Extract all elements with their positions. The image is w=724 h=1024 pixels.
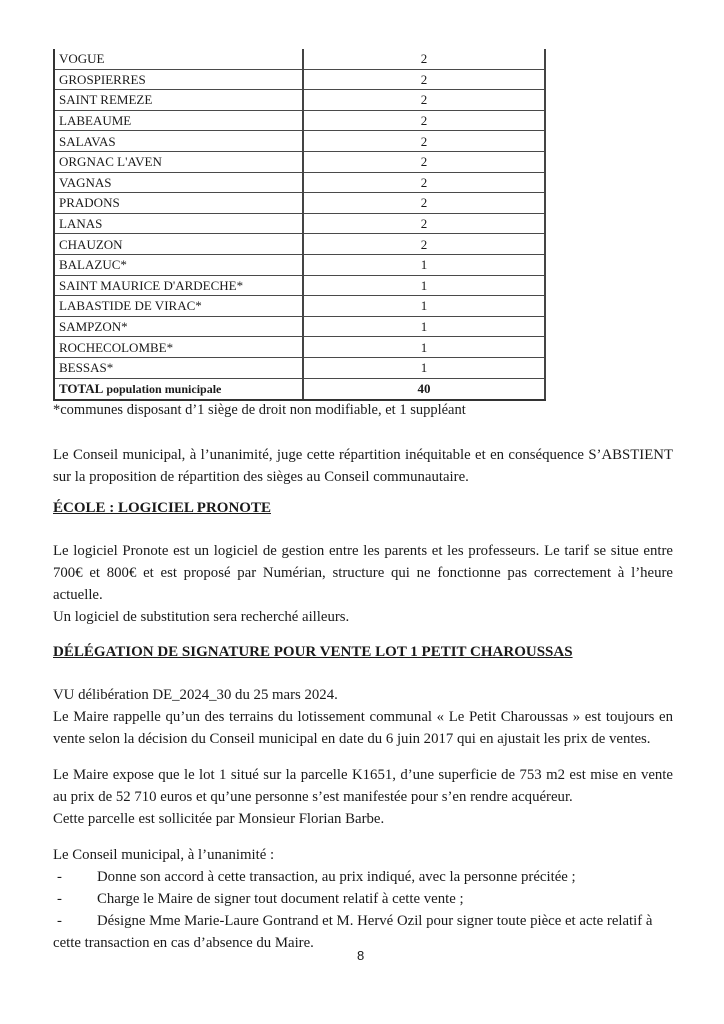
commune-name: VAGNAS	[54, 172, 303, 193]
total-value: 40	[303, 378, 545, 400]
delegation-paragraph-1	[53, 684, 673, 750]
seat-count: 2	[303, 213, 545, 234]
decision-bullet	[53, 888, 673, 910]
commune-name: SAINT MAURICE D'ARDECHE*	[54, 275, 303, 296]
seat-count: 1	[303, 296, 545, 317]
table-row	[54, 151, 545, 172]
seat-count: 2	[303, 193, 545, 214]
paragraph-line: sur la proposition de répartition des sièges au Conseil communautaire.	[53, 469, 469, 485]
commune-name: GROSPIERRES	[54, 69, 303, 90]
seat-count: 2	[303, 69, 545, 90]
commune-name: LANAS	[54, 213, 303, 234]
commune-name: VOGUE	[54, 49, 303, 69]
bullet-continuation: cette transaction en cas d’absence du Maire.	[53, 935, 314, 951]
paragraph-line: vente selon la décision du Conseil municipal en date du 6 juin 2017 qui en ajustait les prix de ventes.	[53, 731, 651, 747]
paragraph-line: 700€ et 800€ et est proposé par Numérian, structure qui ne fonctionne pas correctement à l’heure	[53, 565, 673, 581]
table-row	[54, 69, 545, 90]
table-total-row	[54, 378, 545, 400]
total-label-rest: population municipale	[103, 381, 222, 396]
seat-count: 1	[303, 337, 545, 358]
paragraph-line: Le logiciel Pronote est un logiciel de gestion entre les parents et les professeurs. Le tarif se situe entre	[53, 543, 673, 559]
paragraph-line: Un logiciel de substitution sera recherché ailleurs.	[53, 609, 350, 625]
page-number: 8	[357, 948, 365, 963]
seat-count: 1	[303, 254, 545, 275]
decision-bullet	[53, 866, 673, 888]
bullet-dash: -	[57, 891, 62, 907]
commune-name: PRADONS	[54, 193, 303, 214]
commune-name: LABASTIDE DE VIRAC*	[54, 296, 303, 317]
commune-name: CHAUZON	[54, 234, 303, 255]
table-footnote: *communes disposant d’1 siège de droit non modifiable, et 1 suppléant	[53, 402, 466, 418]
seat-count: 2	[303, 90, 545, 111]
seat-distribution-table	[53, 49, 546, 401]
commune-name: BALAZUC*	[54, 254, 303, 275]
seat-count: 2	[303, 49, 545, 69]
seat-count: 2	[303, 151, 545, 172]
total-label-strong: TOTAL	[59, 380, 104, 396]
seat-count: 2	[303, 131, 545, 152]
table-row	[54, 110, 545, 131]
bullet-text: Donne son accord à cette transaction, au prix indiqué, avec la personne précitée ;	[97, 869, 576, 885]
table-row	[54, 131, 545, 152]
table-row	[54, 316, 545, 337]
paragraph-line: Cette parcelle est sollicitée par Monsieur Florian Barbe.	[53, 811, 385, 827]
decision-intro: Le Conseil municipal, à l’unanimité :	[53, 847, 275, 863]
table-row	[54, 49, 545, 69]
seat-count: 2	[303, 234, 545, 255]
bullet-text: Charge le Maire de signer tout document relatif à cette vente ;	[97, 891, 464, 907]
table-row	[54, 296, 545, 317]
delegation-paragraph-2	[53, 764, 673, 830]
paragraph-line: actuelle.	[53, 587, 103, 603]
table-row	[54, 172, 545, 193]
table-row	[54, 357, 545, 378]
commune-name: BESSAS*	[54, 357, 303, 378]
commune-name: SAINT REMEZE	[54, 90, 303, 111]
abstention-paragraph	[53, 444, 673, 488]
paragraph-line: VU délibération DE_2024_30 du 25 mars 2024.	[53, 687, 338, 703]
commune-name: ROCHECOLOMBE*	[54, 337, 303, 358]
seat-count: 1	[303, 275, 545, 296]
table-row	[54, 193, 545, 214]
table-row	[54, 337, 545, 358]
bullet-text: Désigne Mme Marie-Laure Gontrand et M. Hervé Ozil pour signer toute pièce et acte relatif à	[97, 913, 653, 929]
seat-count: 1	[303, 357, 545, 378]
seat-count: 2	[303, 172, 545, 193]
paragraph-line: Le Conseil municipal, à l’unanimité, juge cette répartition inéquitable et en conséquence S’ABSTIENT	[53, 447, 673, 463]
pronote-paragraph	[53, 540, 673, 628]
section-heading-pronote: ÉCOLE : LOGICIEL PRONOTE	[53, 500, 271, 516]
table-row	[54, 234, 545, 255]
paragraph-line: Le Maire expose que le lot 1 situé sur la parcelle K1651, d’une superficie de 753 m2 est mise en vente	[53, 767, 673, 783]
seat-count: 2	[303, 110, 545, 131]
bullet-dash: -	[57, 913, 62, 929]
paragraph-line: Le Maire rappelle qu’un des terrains du lotissement communal « Le Petit Charoussas » est toujours en	[53, 709, 673, 725]
commune-name: LABEAUME	[54, 110, 303, 131]
section-heading-delegation: DÉLÉGATION DE SIGNATURE POUR VENTE LOT 1 PETIT CHAROUSSAS	[53, 644, 573, 660]
seat-count: 1	[303, 316, 545, 337]
table-row	[54, 90, 545, 111]
table-row	[54, 213, 545, 234]
paragraph-line: au prix de 52 710 euros et qu’une personne s’est manifestée pour s’en rendre acquéreur.	[53, 789, 573, 805]
commune-name: SAMPZON*	[54, 316, 303, 337]
table-row	[54, 254, 545, 275]
commune-name: SALAVAS	[54, 131, 303, 152]
table-row	[54, 275, 545, 296]
bullet-dash: -	[57, 869, 62, 885]
commune-name: ORGNAC L'AVEN	[54, 151, 303, 172]
